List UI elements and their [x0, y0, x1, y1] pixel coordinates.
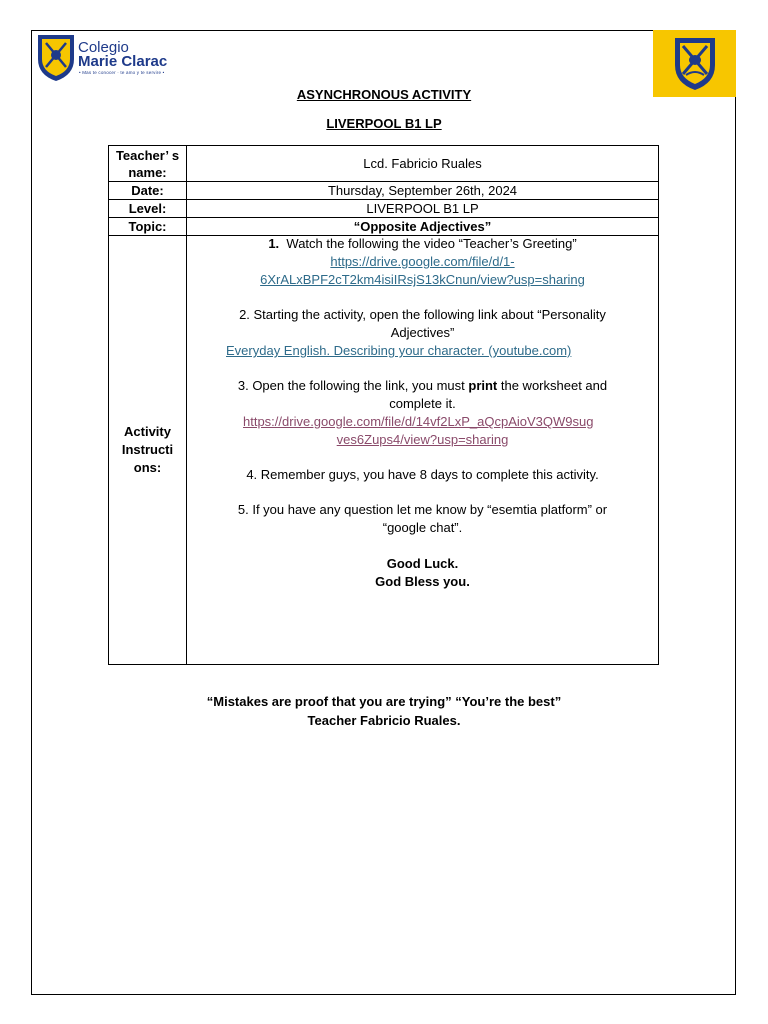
personality-video-link[interactable]: Everyday English. Describing your character. (youtube.com) [226, 343, 572, 358]
worksheet-link[interactable]: https://drive.google.com/file/d/14vf2LxP_aQcpAioV3QW9sug [243, 414, 594, 429]
activity-table [108, 145, 659, 665]
footer-quote: “Mistakes are proof that you are trying” “You’re the best” [206, 694, 562, 709]
step-5-line1: 5. If you have any question let me know by “esemtia platform” or [237, 502, 608, 517]
teacher-label: Teacher’ s name: [109, 146, 187, 182]
table-row [109, 236, 659, 665]
step-4: 4. Remember guys, you have 8 days to complete this activity. [246, 467, 599, 482]
step-2-line2: Adjectives” [390, 325, 455, 340]
greeting-video-link-cont[interactable]: 6XrALxBPF2cT2km4isiIRsjS13kCnun/view?usp=sharing [260, 272, 585, 287]
school-shield-icon [36, 33, 76, 83]
logo-tagline: • Mas te conocer · te amo y te servire • [79, 70, 165, 75]
page-subtitle: LIVERPOOL B1 LP [326, 116, 442, 131]
crest-icon [672, 35, 718, 93]
step-3-line1 [187, 378, 658, 393]
date-value: Thursday, September 26th, 2024 [187, 182, 659, 200]
step-3-pre: 3. Open the following the link, you must [237, 378, 469, 393]
level-value: LIVERPOOL B1 LP [187, 200, 659, 218]
teacher-value: Lcd. Fabricio Ruales [187, 146, 659, 182]
table-row [109, 200, 659, 218]
logo-name-line1: Colegio [78, 39, 129, 56]
worksheet-link-cont[interactable]: ves6Zups4/view?usp=sharing [336, 432, 509, 447]
step-3-post: the worksheet and [497, 378, 608, 393]
step-1 [187, 236, 658, 251]
step-1-number: 1. [268, 236, 280, 251]
table-row [109, 218, 659, 236]
date-label: Date: [109, 182, 187, 200]
table-row [109, 182, 659, 200]
school-logo [36, 33, 176, 85]
topic-value: “Opposite Adjectives” [187, 218, 659, 236]
step-2-line1: 2. Starting the activity, open the following link about “Personality [239, 307, 606, 322]
closing-god-bless: God Bless you. [375, 574, 470, 589]
activity-label: Activity Instructi ons: [109, 236, 187, 665]
step-3-line2: complete it. [389, 396, 456, 411]
table-row [109, 146, 659, 182]
step-1-text: Watch the following the video “Teacher’s Greeting” [286, 236, 577, 251]
greeting-video-link[interactable]: https://drive.google.com/file/d/1- [330, 254, 515, 269]
topic-label: Topic: [109, 218, 187, 236]
level-label: Level: [109, 200, 187, 218]
instructions-cell [187, 236, 659, 665]
step-5-line2: “google chat”. [382, 520, 463, 535]
logo-name-line2: Marie Clarac [78, 53, 168, 70]
footer-signature: Teacher Fabricio Ruales. [307, 713, 461, 728]
closing-good-luck: Good Luck. [386, 556, 459, 571]
step-3-bold: print [468, 378, 498, 393]
page-title: ASYNCHRONOUS ACTIVITY [296, 87, 472, 102]
